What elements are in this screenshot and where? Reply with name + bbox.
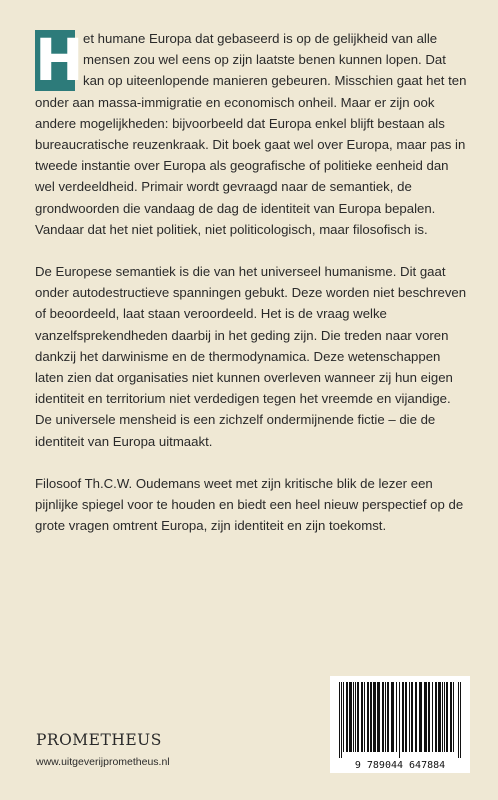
drop-cap: H: [35, 26, 84, 94]
barcode-bar: [399, 682, 400, 758]
barcode-bar: [339, 682, 340, 758]
barcode-bar: [377, 682, 380, 752]
barcode-bar: [402, 682, 404, 752]
barcode-bar: [450, 682, 452, 752]
paragraph-1: et humane Europa dat gebaseerd is op de gelijkheid van alle mensen zou wel eens op zijn laatste benen kunnen lopen. Dat kan op uiteenlopende manieren gebeuren. Misschien gaat het ten onder aan massa-immigratie en economisch onheil. Maar er zijn ook andere mogelijkheden: bijvoorbeeld dat Europa enkel blijft bestaan als bureaucratische reuzenkraak. Dit boek gaat wel over Europa, maar pas in tweede instantie over Europa als geografische of politieke eenheid dan wel verdeeldheid. Primair wordt gevraagd naar de semantiek, de grondwoorden die vandaag de dag de identiteit van Europa bepalen. Vandaar dat het niet politiek, niet politicologisch, maar filosofisch is.: [35, 31, 467, 237]
barcode-bar: [355, 682, 356, 752]
barcode-bar: [391, 682, 394, 752]
barcode-bar: [444, 682, 445, 752]
barcode-bar: [357, 682, 359, 752]
paragraph-1-block: [35, 28, 470, 240]
barcode-bar: [432, 682, 433, 752]
barcode-bar: [442, 682, 443, 752]
barcode-bar: [341, 682, 342, 758]
barcode-bar: [453, 682, 454, 752]
barcode-bar: [396, 682, 397, 752]
barcode-bar: [364, 682, 365, 752]
barcode-bar: [419, 682, 422, 752]
barcode-bar: [411, 682, 413, 752]
barcode-bar: [361, 682, 363, 752]
barcode-bar: [415, 682, 417, 752]
barcode-bar: [349, 682, 352, 752]
barcode-graphic: [330, 676, 470, 773]
barcode-bar: [346, 682, 348, 752]
paragraph-3: Filosoof Th.C.W. Oudemans weet met zijn kritische blik de lezer een pijnlijke spiegel voor te houden en biedt een heel nieuw perspectief op de grote vragen omtrent Europa, zijn identiteit en zijn toekomst.: [35, 475, 464, 534]
blurb: [35, 28, 470, 536]
publisher-website: www.uitgeverijprometheus.nl: [36, 756, 170, 768]
barcode-bar: [387, 682, 389, 752]
barcode-bar: [385, 682, 386, 752]
paragraph-2: De Europese semantiek is die van het universeel humanisme. Dit gaat onder autodestructieve spanningen gebukt. Deze worden niet beschreven of beoordeeld, laat staan veroordeeld. Het is de vraag welke vanzelfsprekendheden daarbij in het geding zijn. Die treden naar voren dankzij het darwinisme en de thermodynamica. Deze wetenschappen laten zien dat organisaties niet kunnen overleven wanneer zij hun eigen identiteit en territorium niet verdedigen tegen het vreemde en vijandige. De universele mensheid is een zichzelf ondermijnende fictie – die de identiteit van Europa uitmaakt.: [35, 264, 467, 449]
barcode-bar: [458, 682, 459, 758]
barcode-bar: [353, 682, 354, 752]
barcode-bar: [367, 682, 369, 752]
barcode-bar: [424, 682, 427, 752]
barcode-bar: [428, 682, 430, 752]
barcode-bar: [343, 682, 344, 752]
barcode-bar: [460, 682, 461, 758]
barcode-bar: [438, 682, 441, 752]
barcode-bar: [373, 682, 376, 752]
barcode-bar: [409, 682, 410, 752]
isbn-barcode: [330, 676, 470, 773]
publisher-logo: PROMETHEUS: [36, 731, 162, 749]
barcode-bar: [435, 682, 437, 752]
barcode-bar: [382, 682, 384, 752]
isbn-number: 9 789044 647884: [354, 760, 446, 771]
barcode-bar: [446, 682, 448, 752]
barcode-bar: [370, 682, 372, 752]
barcode-bar: [405, 682, 407, 752]
